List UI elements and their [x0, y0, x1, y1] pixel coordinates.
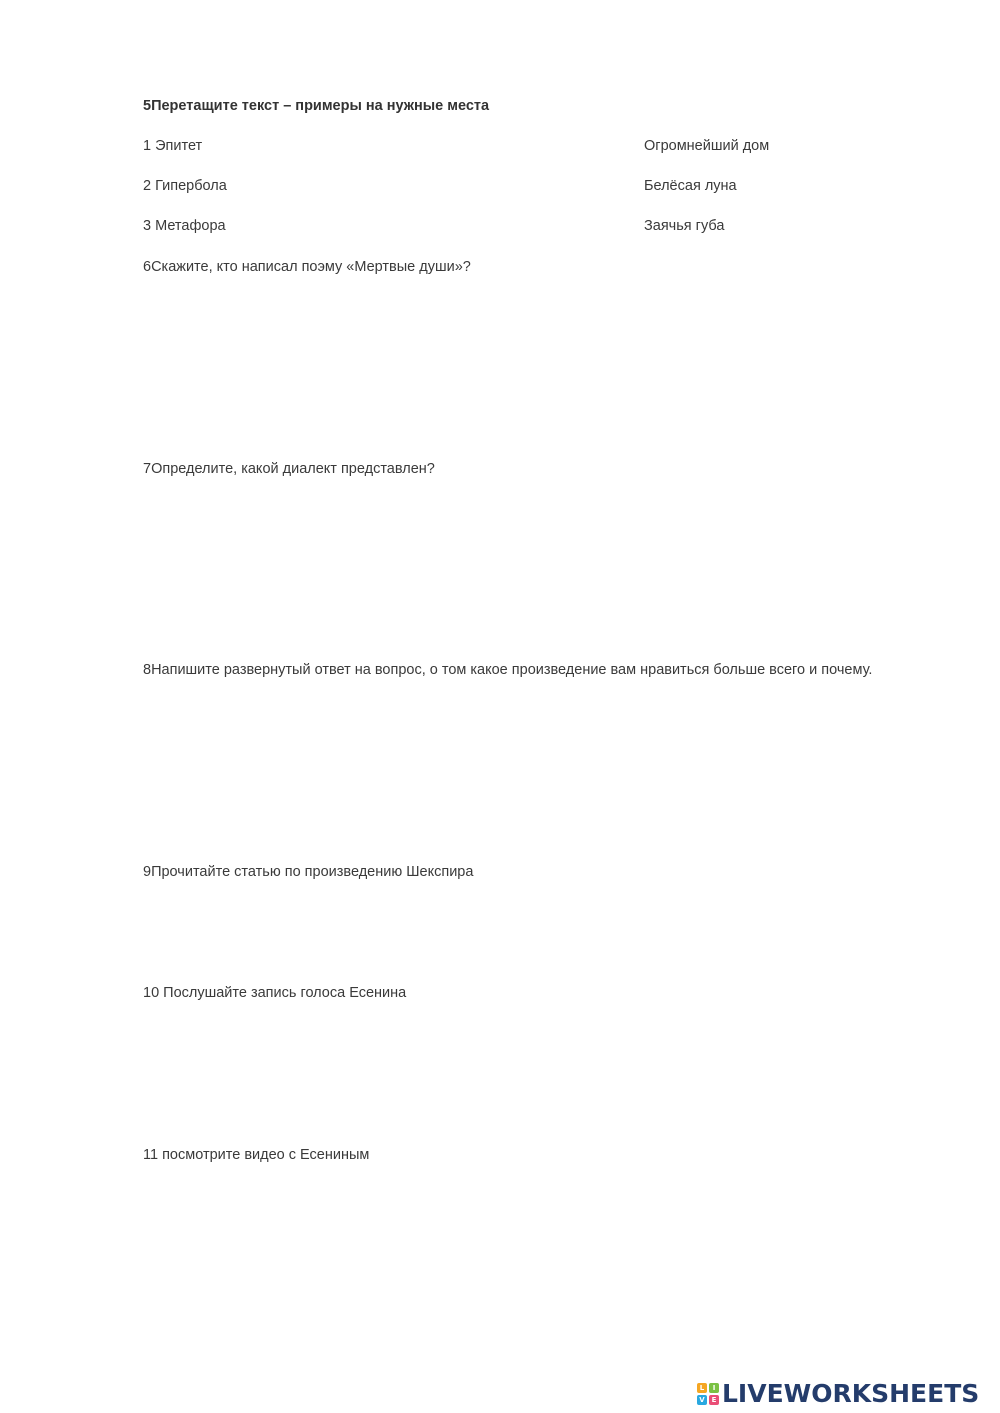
- task8-question: 8Напишите развернутый ответ на вопрос, о том какое произведение вам нравиться больше всего и почему.: [143, 662, 873, 678]
- task10-question: 10 Послушайте запись голоса Есенина: [143, 985, 407, 1001]
- logo-text: LIVEWORKSHEETS: [722, 1379, 980, 1408]
- task6-question: 6Скажите, кто написал поэму «Мертвые души»?: [143, 259, 471, 275]
- task7-question: 7Определите, какой диалект представлен?: [143, 461, 435, 477]
- liveworksheets-logo: [697, 1379, 979, 1409]
- logo-tile-e: E: [709, 1395, 719, 1405]
- target-hyperbole[interactable]: 2 Гипербола: [143, 178, 227, 194]
- target-metaphor[interactable]: 3 Метафора: [143, 218, 226, 234]
- task9-question: 9Прочитайте статью по произведению Шекспира: [143, 864, 474, 880]
- task5-title: 5Перетащите текст – примеры на нужные места: [143, 98, 490, 114]
- logo-mark-icon: [697, 1383, 719, 1405]
- example-hare-lip[interactable]: Заячья губа: [644, 218, 725, 234]
- logo-tile-l: L: [697, 1383, 707, 1393]
- task11-question: 11 посмотрите видео с Есениным: [143, 1147, 370, 1163]
- target-epithet[interactable]: 1 Эпитет: [143, 138, 203, 154]
- logo-tile-i: I: [709, 1383, 719, 1393]
- example-huge-house[interactable]: Огромнейший дом: [644, 138, 770, 154]
- example-whitish-moon[interactable]: Белёсая луна: [644, 178, 737, 194]
- logo-tile-v: V: [697, 1395, 707, 1405]
